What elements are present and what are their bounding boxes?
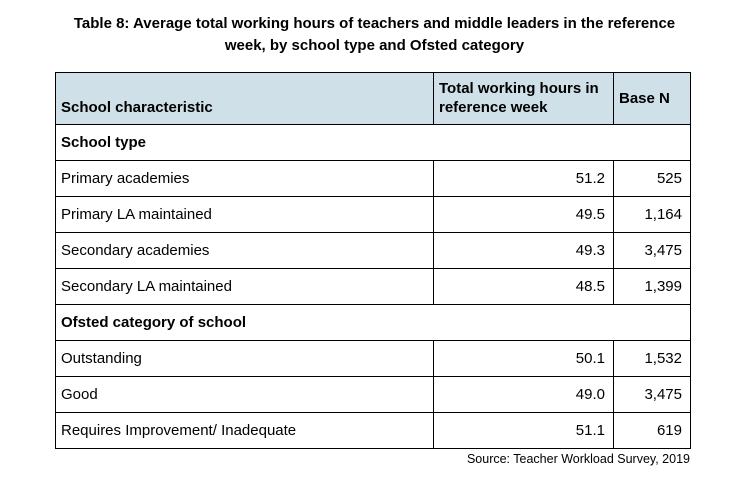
row-label: Good xyxy=(56,377,434,413)
row-label: Secondary LA maintained xyxy=(56,269,434,305)
table-body xyxy=(56,125,691,449)
column-header-school-characteristic: School characteristic xyxy=(56,73,434,125)
table-row xyxy=(56,161,691,197)
base-n-value: 619 xyxy=(614,413,691,449)
section-label: School type xyxy=(56,125,691,161)
base-n-value: 1,399 xyxy=(614,269,691,305)
hours-value: 50.1 xyxy=(434,341,614,377)
table-header xyxy=(56,73,691,125)
section-row-ofsted-category xyxy=(56,305,691,341)
hours-value: 51.1 xyxy=(434,413,614,449)
header-row xyxy=(56,73,691,125)
row-label: Primary academies xyxy=(56,161,434,197)
base-n-value: 1,532 xyxy=(614,341,691,377)
section-row-school-type xyxy=(56,125,691,161)
table-row xyxy=(56,413,691,449)
hours-value: 49.3 xyxy=(434,233,614,269)
table-row xyxy=(56,269,691,305)
column-header-base-n: Base N xyxy=(614,73,691,125)
hours-value: 48.5 xyxy=(434,269,614,305)
hours-value: 49.0 xyxy=(434,377,614,413)
base-n-value: 1,164 xyxy=(614,197,691,233)
table-row xyxy=(56,341,691,377)
row-label: Outstanding xyxy=(56,341,434,377)
source-note: Source: Teacher Workload Survey, 2019 xyxy=(466,452,690,466)
base-n-value: 525 xyxy=(614,161,691,197)
hours-value: 51.2 xyxy=(434,161,614,197)
section-label: Ofsted category of school xyxy=(56,305,691,341)
table-title: Table 8: Average total working hours of teachers and middle leaders in the reference week, by school type and Ofsted category xyxy=(73,15,676,54)
base-n-value: 3,475 xyxy=(614,233,691,269)
base-n-value: 3,475 xyxy=(614,377,691,413)
table-row xyxy=(56,197,691,233)
hours-value: 49.5 xyxy=(434,197,614,233)
column-header-total-working-hours: Total working hours in reference week xyxy=(434,73,614,125)
table-row xyxy=(56,233,691,269)
row-label: Secondary academies xyxy=(56,233,434,269)
row-label: Primary LA maintained xyxy=(56,197,434,233)
row-label: Requires Improvement/ Inadequate xyxy=(56,413,434,449)
table-row xyxy=(56,377,691,413)
working-hours-table xyxy=(55,72,691,449)
